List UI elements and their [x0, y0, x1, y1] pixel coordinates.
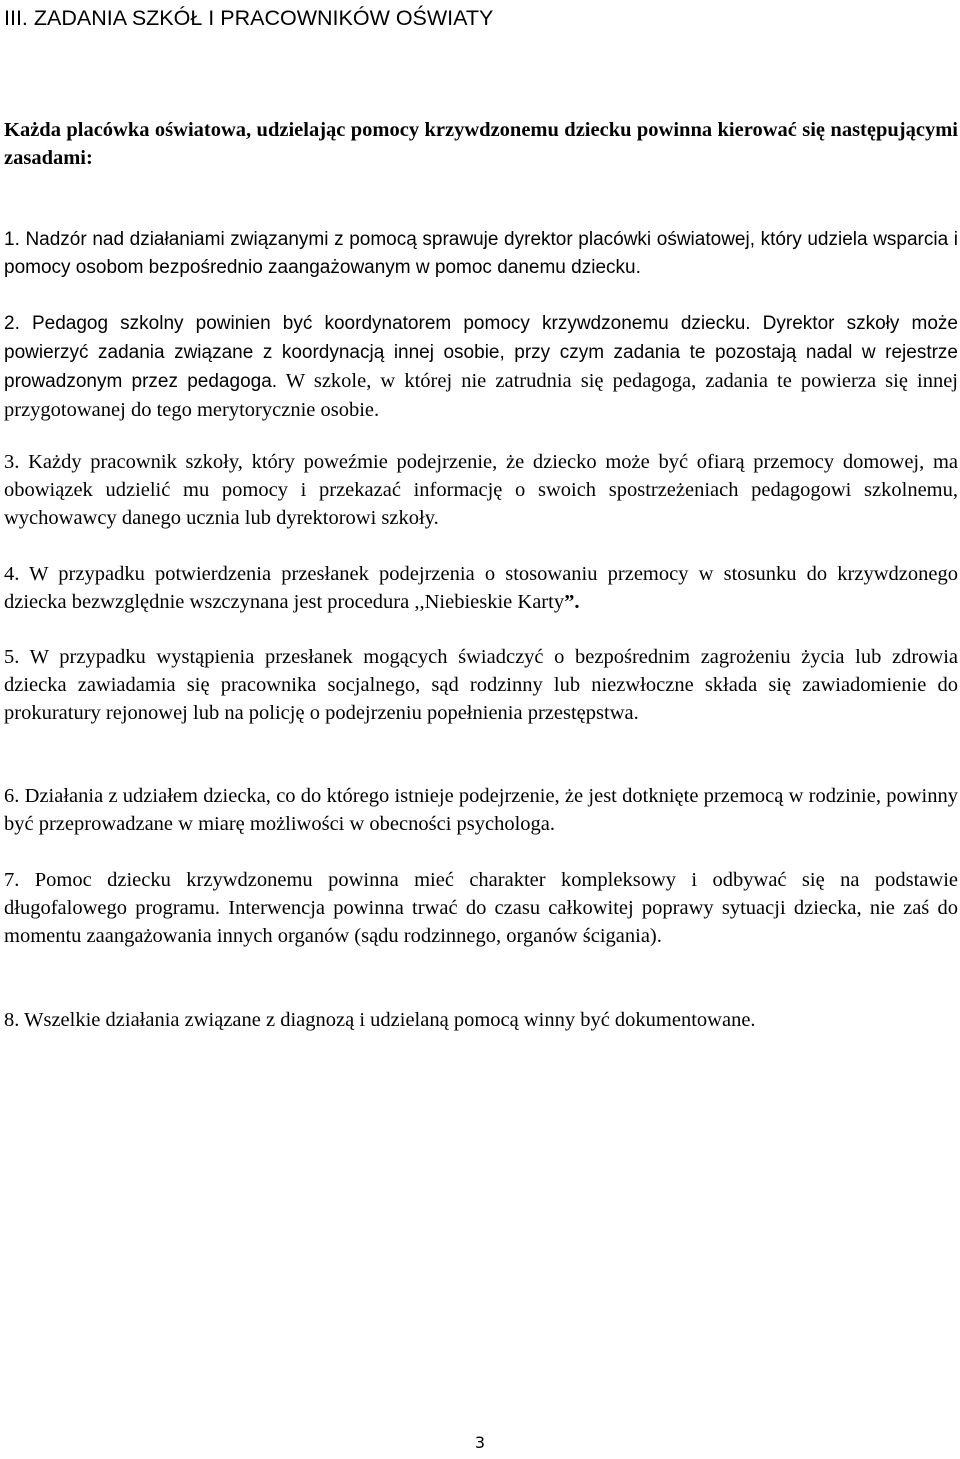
intro-paragraph: Każda placówka oświatowa, udzielając pomocy krzywdzonemu dziecku powinna kierować się następującymi zasadami:	[4, 119, 958, 169]
list-item-7: 7. Pomoc dziecku krzywdzonemu powinna mieć charakter kompleksowy i odbywać się na podstawie długofalowego programu. Interwencja powinna trwać do czasu całkowitej poprawy sytuacji dziecka, nie zaś do momentu zaangażowania innych organów (sądu rodzinnego, organów ścigania).	[4, 869, 958, 947]
list-item-4-text: 4. W przypadku potwierdzenia przesłanek podejrzenia o stosowaniu przemocy w stosunku do krzywdzonego dziecka bezwzględnie wszczynana jest procedura ,,Niebieskie Karty	[4, 563, 958, 613]
list-item-4	[4, 560, 958, 616]
list-item-5: 5. W przypadku wystąpienia przesłanek mogących świadczyć o bezpośrednim zagrożeniu życia lub zdrowia dziecka zawiadamia się pracownika socjalnego, sąd rodzinny lub niezwłoczne składa się zawiadomienie do prokuratury rejonowej lub na policję o podejrzeniu popełnienia przestępstwa.	[4, 646, 958, 724]
list-item-2-part-a: 2. Pedagog szkolny powinien być koordynatorem pomocy krzywdzonemu dziecku. Dyrektor szkoły może powierzyć zadania związane z koordynacją innej osobie, przy czym zadania te pozostają nadal w rejestrze prowadzonym przez pedagoga.	[4, 313, 958, 392]
list-item-1: 1. Nadzór nad działaniami związanymi z pomocą sprawuje dyrektor placówki oświatowej, który udziela wsparcia i pomocy osobom bezpośrednio zaangażowanym w pomoc danemu dziecku.	[4, 229, 958, 278]
list-item-3: 3. Każdy pracownik szkoły, który poweźmie podejrzenie, że dziecko może być ofiarą przemocy domowej, ma obowiązek udzielić mu pomocy i przekazać informację o swoich spostrzeżeniach pedagogowi szkolnemu, wychowawcy danego ucznia lub dyrektorowi szkoły.	[4, 451, 958, 529]
list-item-8: 8. Wszelkie działania związane z diagnozą i udzielaną pomocą winny być dokumentowane.	[4, 1009, 756, 1031]
list-item-2	[4, 309, 958, 424]
list-item-2-part-b: W szkole, w której nie zatrudnia się pedagoga, zadania te powierza się innej przygotowanej do tego merytorycznie osobie.	[4, 370, 959, 421]
list-item-4-closing-quote: ”.	[564, 591, 580, 613]
section-heading: III. ZADANIA SZKÓŁ I PRACOWNIKÓW OŚWIATY	[4, 6, 494, 30]
page-number: 3	[474, 1433, 486, 1452]
list-item-6: 6. Działania z udziałem dziecka, co do którego istnieje podejrzenie, że jest dotknięte przemocą w rodzinie, powinny być przeprowadzane w miarę możliwości w obecności psychologa.	[4, 785, 958, 835]
